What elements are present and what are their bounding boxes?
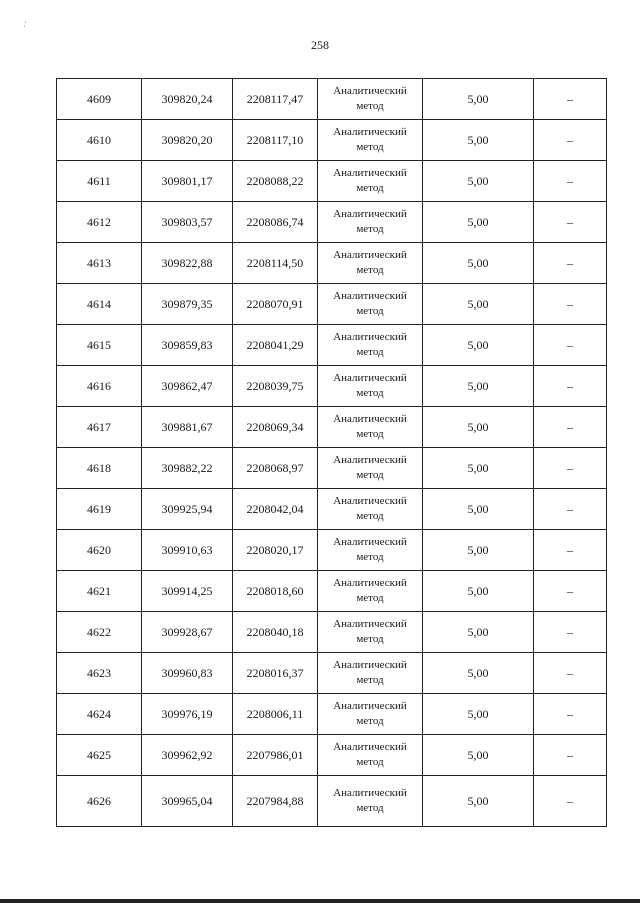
point-number-cell: 4622 bbox=[57, 612, 142, 653]
x-coordinate-cell: 309928,67 bbox=[142, 612, 233, 653]
method-cell bbox=[318, 489, 423, 530]
y-coordinate-cell: 2208018,60 bbox=[233, 571, 318, 612]
table-row bbox=[57, 653, 607, 694]
point-number-cell: 4624 bbox=[57, 694, 142, 735]
x-coordinate-cell: 309976,19 bbox=[142, 694, 233, 735]
method-line-1: Аналитический bbox=[333, 659, 407, 671]
method-cell bbox=[318, 612, 423, 653]
y-coordinate-cell: 2208016,37 bbox=[233, 653, 318, 694]
table-row bbox=[57, 776, 607, 827]
x-coordinate-cell: 309965,04 bbox=[142, 776, 233, 827]
table-row bbox=[57, 571, 607, 612]
table-row bbox=[57, 120, 607, 161]
method-line-2: метод bbox=[356, 674, 384, 686]
method-line-1: Аналитический bbox=[333, 208, 407, 220]
method-cell bbox=[318, 161, 423, 202]
table-row bbox=[57, 79, 607, 120]
accuracy-cell: 5,00 bbox=[423, 694, 534, 735]
description-cell: – bbox=[534, 407, 607, 448]
description-cell: – bbox=[534, 120, 607, 161]
bottom-border bbox=[0, 899, 640, 903]
y-coordinate-cell: 2207986,01 bbox=[233, 735, 318, 776]
accuracy-cell: 5,00 bbox=[423, 79, 534, 120]
table-body bbox=[57, 79, 607, 827]
method-line-1: Аналитический bbox=[333, 249, 407, 261]
x-coordinate-cell: 309879,35 bbox=[142, 284, 233, 325]
accuracy-cell: 5,00 bbox=[423, 489, 534, 530]
x-coordinate-cell: 309925,94 bbox=[142, 489, 233, 530]
table-row bbox=[57, 448, 607, 489]
description-cell: – bbox=[534, 448, 607, 489]
point-number-cell: 4623 bbox=[57, 653, 142, 694]
method-line-2: метод bbox=[356, 264, 384, 276]
accuracy-cell: 5,00 bbox=[423, 407, 534, 448]
y-coordinate-cell: 2208020,17 bbox=[233, 530, 318, 571]
x-coordinate-cell: 309820,20 bbox=[142, 120, 233, 161]
description-cell: – bbox=[534, 202, 607, 243]
method-cell bbox=[318, 202, 423, 243]
y-coordinate-cell: 2208039,75 bbox=[233, 366, 318, 407]
x-coordinate-cell: 309822,88 bbox=[142, 243, 233, 284]
x-coordinate-cell: 309862,47 bbox=[142, 366, 233, 407]
x-coordinate-cell: 309881,67 bbox=[142, 407, 233, 448]
point-number-cell: 4614 bbox=[57, 284, 142, 325]
description-cell: – bbox=[534, 612, 607, 653]
table-row bbox=[57, 530, 607, 571]
y-coordinate-cell: 2208069,34 bbox=[233, 407, 318, 448]
method-line-2: метод bbox=[356, 756, 384, 768]
method-cell bbox=[318, 325, 423, 366]
method-line-2: метод bbox=[356, 223, 384, 235]
point-number-cell: 4625 bbox=[57, 735, 142, 776]
point-number-cell: 4610 bbox=[57, 120, 142, 161]
accuracy-cell: 5,00 bbox=[423, 243, 534, 284]
y-coordinate-cell: 2208117,47 bbox=[233, 79, 318, 120]
method-line-1: Аналитический bbox=[333, 741, 407, 753]
method-line-1: Аналитический bbox=[333, 85, 407, 97]
method-line-1: Аналитический bbox=[333, 167, 407, 179]
accuracy-cell: 5,00 bbox=[423, 120, 534, 161]
x-coordinate-cell: 309859,83 bbox=[142, 325, 233, 366]
point-number-cell: 4621 bbox=[57, 571, 142, 612]
y-coordinate-cell: 2208070,91 bbox=[233, 284, 318, 325]
description-cell: – bbox=[534, 653, 607, 694]
method-line-1: Аналитический bbox=[333, 787, 407, 799]
method-line-1: Аналитический bbox=[333, 372, 407, 384]
method-line-1: Аналитический bbox=[333, 618, 407, 630]
method-line-2: метод bbox=[356, 633, 384, 645]
table-row bbox=[57, 407, 607, 448]
table-row bbox=[57, 202, 607, 243]
method-line-2: метод bbox=[356, 551, 384, 563]
description-cell: – bbox=[534, 776, 607, 827]
method-line-1: Аналитический bbox=[333, 495, 407, 507]
point-number-cell: 4615 bbox=[57, 325, 142, 366]
x-coordinate-cell: 309803,57 bbox=[142, 202, 233, 243]
accuracy-cell: 5,00 bbox=[423, 653, 534, 694]
method-cell bbox=[318, 448, 423, 489]
accuracy-cell: 5,00 bbox=[423, 284, 534, 325]
point-number-cell: 4619 bbox=[57, 489, 142, 530]
x-coordinate-cell: 309914,25 bbox=[142, 571, 233, 612]
y-coordinate-cell: 2208117,10 bbox=[233, 120, 318, 161]
method-line-2: метод bbox=[356, 802, 384, 814]
method-cell bbox=[318, 366, 423, 407]
accuracy-cell: 5,00 bbox=[423, 366, 534, 407]
y-coordinate-cell: 2208068,97 bbox=[233, 448, 318, 489]
method-line-2: метод bbox=[356, 428, 384, 440]
x-coordinate-cell: 309962,92 bbox=[142, 735, 233, 776]
method-line-2: метод bbox=[356, 469, 384, 481]
method-cell bbox=[318, 694, 423, 735]
method-line-2: метод bbox=[356, 592, 384, 604]
point-number-cell: 4620 bbox=[57, 530, 142, 571]
method-line-1: Аналитический bbox=[333, 126, 407, 138]
coordinates-table bbox=[56, 78, 607, 827]
x-coordinate-cell: 309820,24 bbox=[142, 79, 233, 120]
description-cell: – bbox=[534, 571, 607, 612]
accuracy-cell: 5,00 bbox=[423, 735, 534, 776]
point-number-cell: 4618 bbox=[57, 448, 142, 489]
method-line-2: метод bbox=[356, 100, 384, 112]
table-row bbox=[57, 489, 607, 530]
scan-artifact: .· bbox=[19, 17, 31, 30]
accuracy-cell: 5,00 bbox=[423, 530, 534, 571]
description-cell: – bbox=[534, 530, 607, 571]
accuracy-cell: 5,00 bbox=[423, 202, 534, 243]
y-coordinate-cell: 2208088,22 bbox=[233, 161, 318, 202]
y-coordinate-cell: 2208041,29 bbox=[233, 325, 318, 366]
description-cell: – bbox=[534, 79, 607, 120]
method-line-1: Аналитический bbox=[333, 413, 407, 425]
table-row bbox=[57, 161, 607, 202]
point-number-cell: 4626 bbox=[57, 776, 142, 827]
point-number-cell: 4613 bbox=[57, 243, 142, 284]
method-line-1: Аналитический bbox=[333, 577, 407, 589]
method-line-1: Аналитический bbox=[333, 536, 407, 548]
table-row bbox=[57, 366, 607, 407]
method-line-2: метод bbox=[356, 510, 384, 522]
method-cell bbox=[318, 243, 423, 284]
point-number-cell: 4612 bbox=[57, 202, 142, 243]
description-cell: – bbox=[534, 735, 607, 776]
method-line-1: Аналитический bbox=[333, 290, 407, 302]
y-coordinate-cell: 2208086,74 bbox=[233, 202, 318, 243]
method-cell bbox=[318, 776, 423, 827]
point-number-cell: 4611 bbox=[57, 161, 142, 202]
method-line-2: метод bbox=[356, 305, 384, 317]
accuracy-cell: 5,00 bbox=[423, 448, 534, 489]
method-cell bbox=[318, 120, 423, 161]
y-coordinate-cell: 2207984,88 bbox=[233, 776, 318, 827]
method-cell bbox=[318, 571, 423, 612]
description-cell: – bbox=[534, 243, 607, 284]
point-number-cell: 4617 bbox=[57, 407, 142, 448]
description-cell: – bbox=[534, 366, 607, 407]
table-row bbox=[57, 284, 607, 325]
y-coordinate-cell: 2208040,18 bbox=[233, 612, 318, 653]
description-cell: – bbox=[534, 489, 607, 530]
point-number-cell: 4616 bbox=[57, 366, 142, 407]
description-cell: – bbox=[534, 325, 607, 366]
accuracy-cell: 5,00 bbox=[423, 325, 534, 366]
point-number-cell: 4609 bbox=[57, 79, 142, 120]
y-coordinate-cell: 2208114,50 bbox=[233, 243, 318, 284]
method-line-2: метод bbox=[356, 141, 384, 153]
description-cell: – bbox=[534, 284, 607, 325]
table-row bbox=[57, 243, 607, 284]
method-line-2: метод bbox=[356, 387, 384, 399]
y-coordinate-cell: 2208042,04 bbox=[233, 489, 318, 530]
accuracy-cell: 5,00 bbox=[423, 161, 534, 202]
accuracy-cell: 5,00 bbox=[423, 612, 534, 653]
description-cell: – bbox=[534, 161, 607, 202]
x-coordinate-cell: 309882,22 bbox=[142, 448, 233, 489]
page-number: 258 bbox=[311, 38, 329, 52]
table-row bbox=[57, 694, 607, 735]
y-coordinate-cell: 2208006,11 bbox=[233, 694, 318, 735]
method-line-2: метод bbox=[356, 715, 384, 727]
method-line-1: Аналитический bbox=[333, 454, 407, 466]
x-coordinate-cell: 309960,83 bbox=[142, 653, 233, 694]
method-cell bbox=[318, 284, 423, 325]
table-row bbox=[57, 325, 607, 366]
method-line-2: метод bbox=[356, 346, 384, 358]
method-line-2: метод bbox=[356, 182, 384, 194]
x-coordinate-cell: 309910,63 bbox=[142, 530, 233, 571]
method-line-1: Аналитический bbox=[333, 700, 407, 712]
x-coordinate-cell: 309801,17 bbox=[142, 161, 233, 202]
table-row bbox=[57, 612, 607, 653]
accuracy-cell: 5,00 bbox=[423, 776, 534, 827]
accuracy-cell: 5,00 bbox=[423, 571, 534, 612]
method-cell bbox=[318, 530, 423, 571]
table-row bbox=[57, 735, 607, 776]
method-cell bbox=[318, 407, 423, 448]
description-cell: – bbox=[534, 694, 607, 735]
method-line-1: Аналитический bbox=[333, 331, 407, 343]
method-cell bbox=[318, 735, 423, 776]
method-cell bbox=[318, 653, 423, 694]
method-cell bbox=[318, 79, 423, 120]
